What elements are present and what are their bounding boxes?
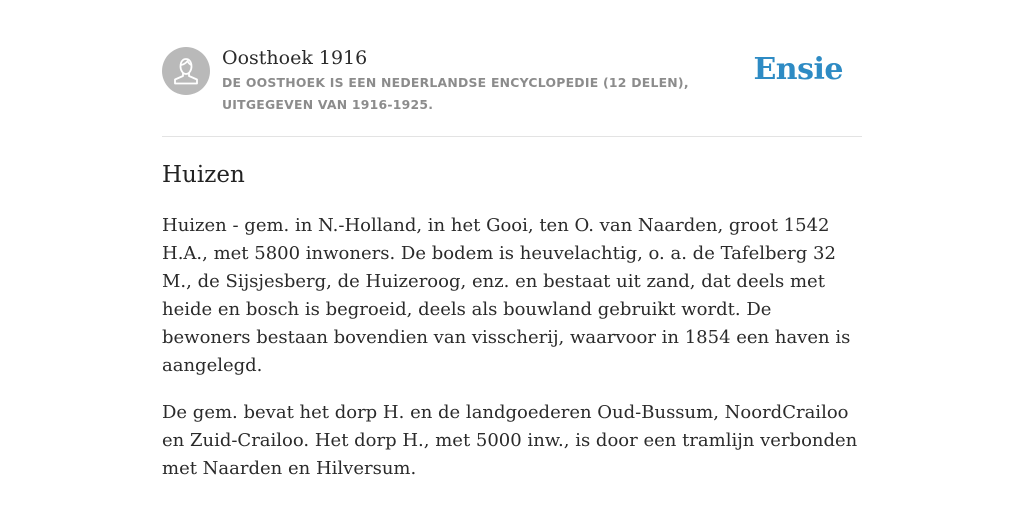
article-paragraph: De gem. bevat het dorp H. en de landgoederen Oud-Bussum, NoordCrailoo en Zuid-Crailoo. Het dorp H., met 5000 inw., is door een tramlijn verbonden met Naarden en Hilversum.: [162, 402, 858, 479]
article-body: [162, 212, 862, 502]
user-silhouette-icon: [162, 47, 210, 95]
article-paragraph: Huizen - gem. in N.-Holland, in het Gooi, ten O. van Naarden, groot 1542 H.A., met 5800 inwoners. De bodem is heuvelachtig, o. a. de Tafelberg 32 M., de Sijsjesberg, de Huizeroog, enz. en bestaat uit zand, dat deels met heide en bosch is begroeid, deels als bouwland gebruikt wordt. De bewoners bestaan bovendien van visscherij, waarvoor in 1854 een haven is aangelegd.: [162, 215, 851, 376]
source-header: [162, 44, 862, 137]
ensie-logo[interactable]: Ensie: [753, 52, 843, 87]
article-title: Huizen: [162, 162, 245, 188]
avatar[interactable]: [162, 47, 210, 95]
source-description: DE OOSTHOEK IS EEN NEDERLANDSE ENCYCLOPEDIE (12 DELEN), UITGEGEVEN VAN 1916-1925.: [222, 75, 689, 112]
source-title[interactable]: Oosthoek 1916: [222, 47, 368, 69]
